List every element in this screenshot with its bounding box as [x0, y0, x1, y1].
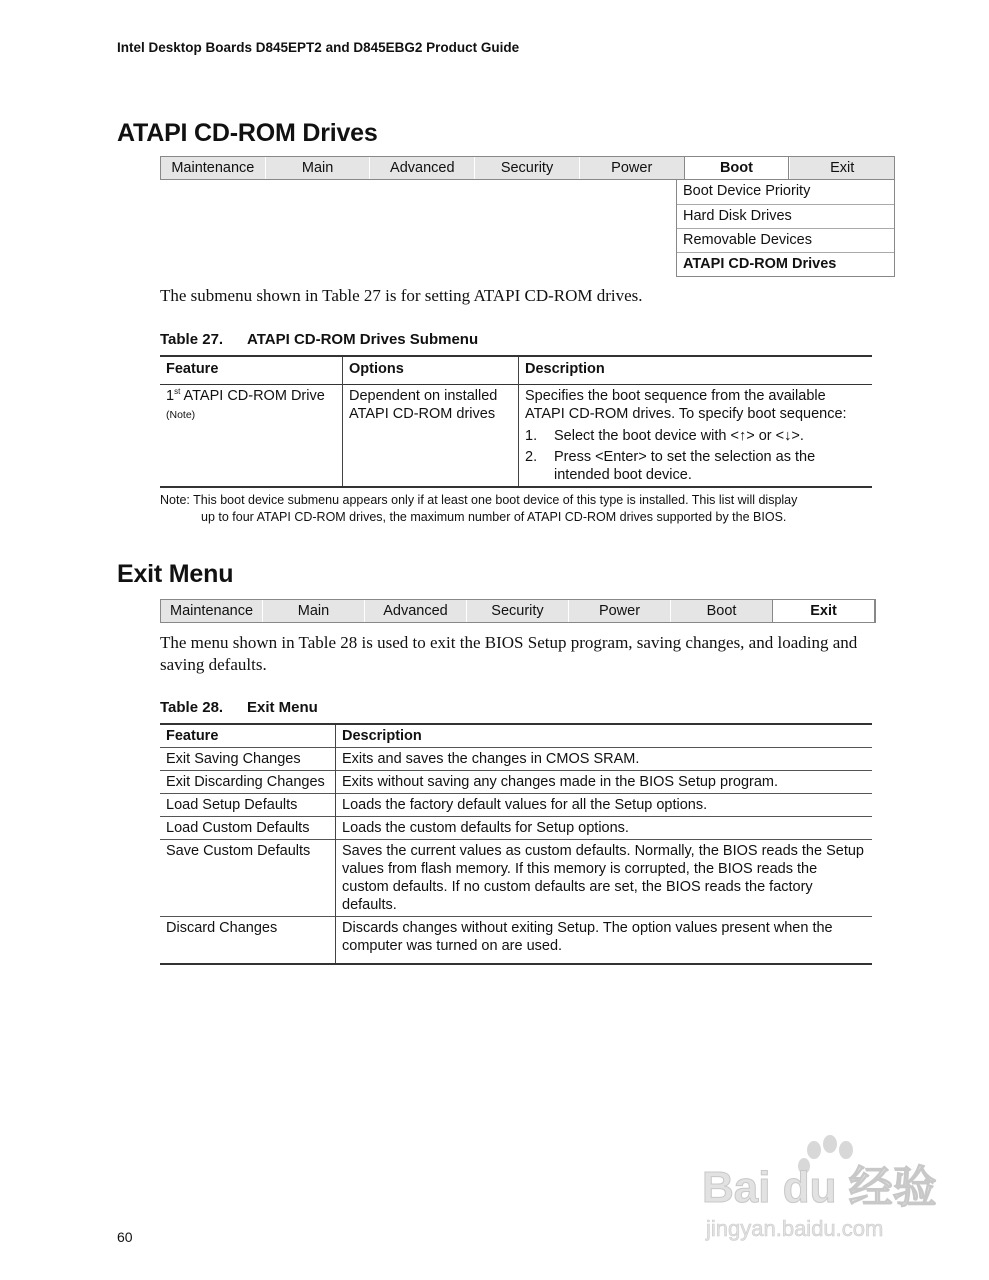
cell-options: Dependent on installed ATAPI CD-ROM drives — [343, 385, 519, 488]
cell-feature: Discard Changes — [166, 920, 278, 936]
table28-title: Exit Menu — [247, 699, 318, 716]
submenu-item-boot-device-priority: Boot Device Priority — [683, 183, 811, 199]
note-line-2: up to four ATAPI CD-ROM drives, the maximum number of ATAPI CD-ROM drives supported by the BIOS. — [201, 510, 787, 524]
submenu-item-atapi-cdrom-drives: ATAPI CD-ROM Drives — [677, 252, 894, 276]
cell-description: Exits without saving any changes made in the BIOS Setup program. — [336, 771, 873, 794]
boot-submenu — [676, 180, 895, 277]
table28-number: Table 28. — [160, 699, 224, 716]
menu-tab-security: Security — [466, 600, 568, 622]
col-header-feature: Feature — [166, 361, 219, 377]
menu-tab-advanced: Advanced — [364, 600, 466, 622]
submenu-item-hard-disk-drives: Hard Disk Drives — [677, 204, 894, 228]
baidu-watermark-logo — [700, 1130, 940, 1245]
cell-description: Loads the factory default values for all the Setup options. — [336, 794, 873, 817]
section-title-exit: Exit Menu — [117, 560, 234, 588]
cell-description: Exits and saves the changes in CMOS SRAM. — [336, 748, 873, 771]
table-header-row — [160, 356, 872, 385]
feature-ordinal-suffix: st — [174, 387, 181, 397]
submenu-item-removable-devices: Removable Devices — [677, 228, 894, 252]
table-row — [160, 917, 872, 965]
cell-description — [519, 385, 873, 488]
bios-menubar — [160, 599, 876, 623]
cell-feature: Load Setup Defaults — [166, 797, 298, 813]
table-row — [160, 840, 872, 917]
watermark-brand: Bai du 经验 — [702, 1163, 937, 1212]
menu-tab-advanced: Advanced — [369, 157, 474, 179]
table27 — [160, 355, 872, 488]
menu-tab-main: Main — [262, 600, 364, 622]
menu-tab-exit: Exit — [789, 157, 894, 179]
step-number: 1. — [525, 428, 538, 444]
col-header-feature: Feature — [166, 728, 219, 744]
feature-label: ATAPI CD-ROM Drive — [180, 388, 325, 404]
description-text: Specifies the boot sequence from the available ATAPI CD-ROM drives. To specify boot sequence: — [525, 388, 847, 422]
table-row — [160, 748, 872, 771]
list-item — [525, 427, 866, 445]
table27-number: Table 27. — [160, 331, 224, 348]
watermark-url: jingyan.baidu.com — [706, 1216, 884, 1241]
cell-feature — [160, 385, 343, 488]
cell-feature: Save Custom Defaults — [166, 843, 311, 859]
menu-tab-boot: Boot — [684, 157, 790, 179]
col-header-description: Description — [336, 724, 873, 748]
menu-tab-boot: Boot — [670, 600, 772, 622]
menu-tab-maintenance: Maintenance — [161, 157, 265, 179]
list-item — [525, 448, 866, 484]
menu-tab-main: Main — [265, 157, 370, 179]
table28 — [160, 723, 872, 965]
table-row — [160, 385, 872, 488]
table-row — [160, 817, 872, 840]
cell-feature: Load Custom Defaults — [166, 820, 310, 836]
table-row — [160, 794, 872, 817]
running-header: Intel Desktop Boards D845EPT2 and D845EBG2 Product Guide — [117, 40, 520, 55]
menu-tab-power: Power — [568, 600, 670, 622]
feature-note-ref: (Note) — [166, 409, 196, 421]
table27-caption — [160, 331, 478, 348]
cell-description: Loads the custom defaults for Setup options. — [336, 817, 873, 840]
menu-tab-maintenance: Maintenance — [161, 600, 262, 622]
step-text: Press <Enter> to set the selection as the intended boot device. — [554, 449, 816, 483]
page-number: 60 — [117, 1229, 133, 1245]
menu-tab-exit: Exit — [772, 600, 875, 622]
table-header-row — [160, 724, 872, 748]
table27-title: ATAPI CD-ROM Drives Submenu — [247, 331, 479, 348]
section-title-atapi: ATAPI CD-ROM Drives — [117, 119, 378, 147]
bios-menubar — [160, 156, 895, 180]
step-number: 2. — [525, 449, 538, 465]
table27-note — [160, 492, 797, 526]
table28-caption — [160, 699, 318, 716]
step-text: Select the boot device with <↑> or <↓>. — [554, 428, 804, 444]
feature-ordinal: 1 — [166, 388, 175, 404]
cell-feature: Exit Saving Changes — [166, 751, 301, 767]
note-line-1: Note: This boot device submenu appears only if at least one boot device of this type is installed. This list will display — [160, 493, 798, 507]
section1-intro: The submenu shown in Table 27 is for setting ATAPI CD-ROM drives. — [160, 286, 643, 305]
cell-feature: Exit Discarding Changes — [166, 774, 325, 790]
steps-list — [525, 427, 866, 484]
section2-intro: The menu shown in Table 28 is used to exit the BIOS Setup program, saving changes, and loading and saving defaults. — [160, 633, 858, 674]
menu-tab-security: Security — [474, 157, 579, 179]
menu-tab-power: Power — [579, 157, 684, 179]
cell-description: Discards changes without exiting Setup. The option values present when the computer was turned on are used. — [336, 917, 873, 965]
table-row — [160, 771, 872, 794]
col-header-options: Options — [343, 356, 519, 385]
col-header-description: Description — [519, 356, 873, 385]
cell-description: Saves the current values as custom defaults. Normally, the BIOS reads the Setup values from flash memory. If this memory is corrupted, the BIOS reads the custom defaults. If no custom defaults are set, the BIOS reads the factory defaults. — [336, 840, 873, 917]
